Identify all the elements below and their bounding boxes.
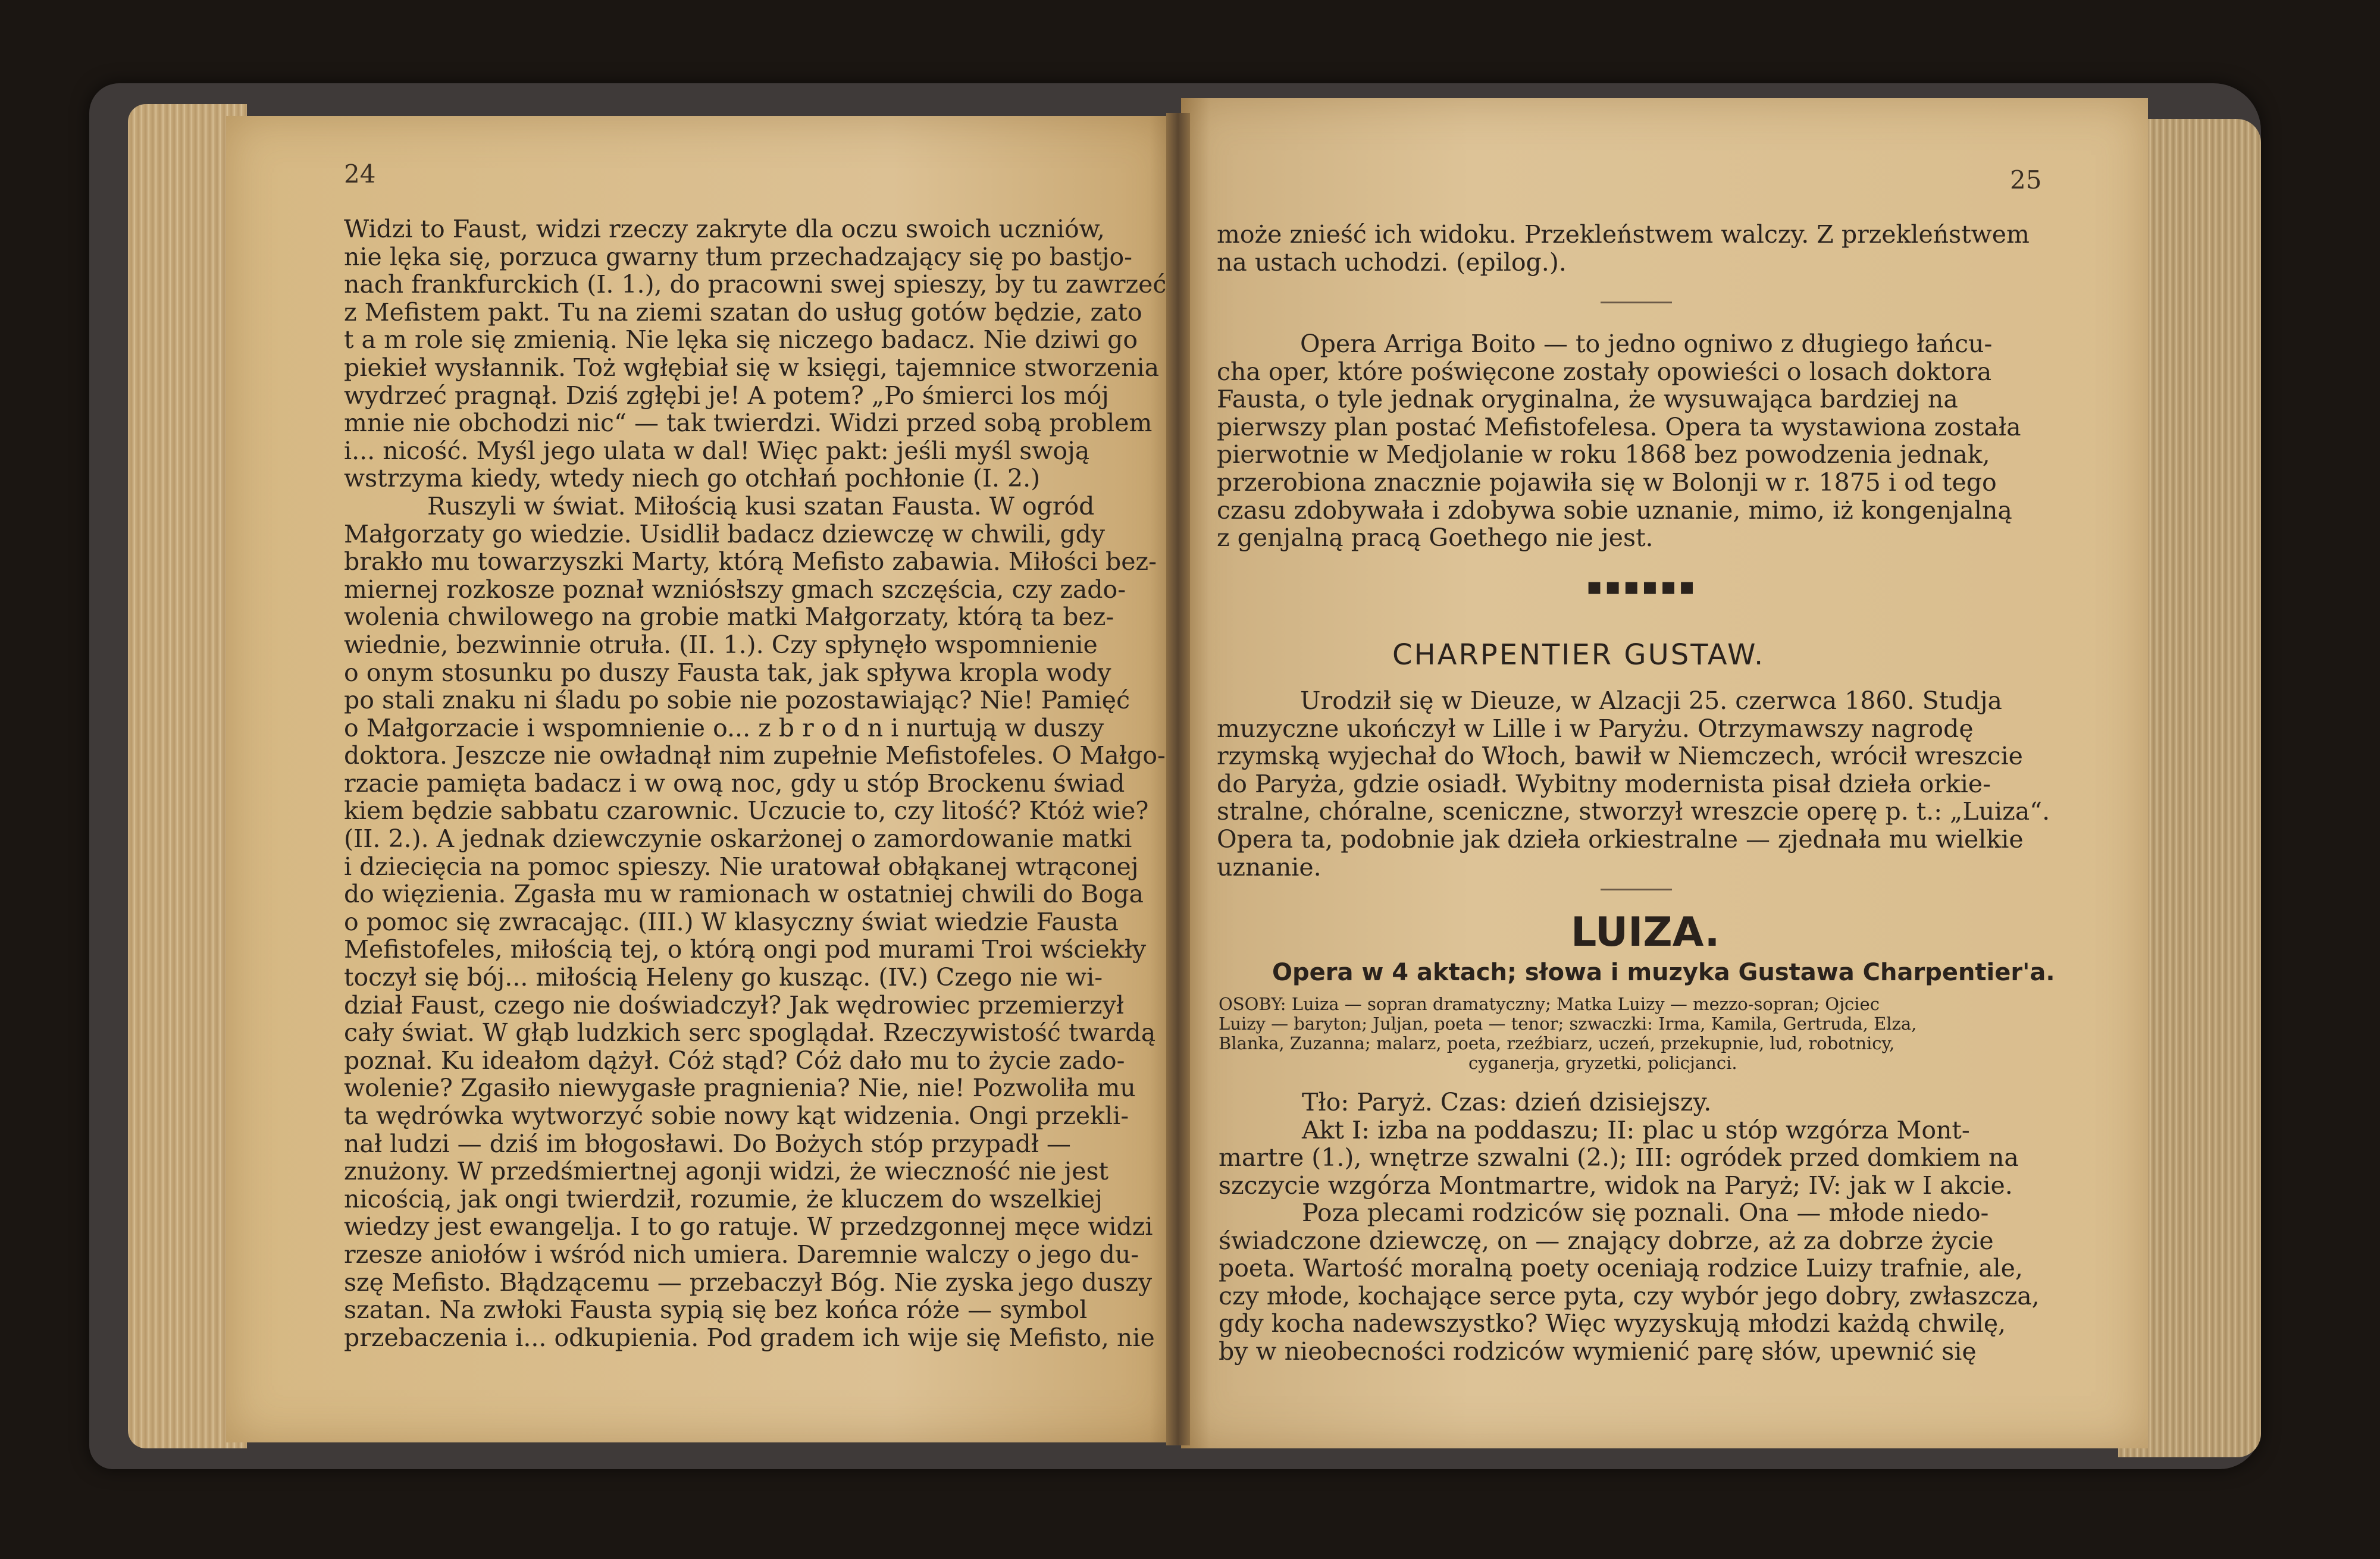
- right-intro-text: [1217, 221, 2038, 276]
- text-line: Małgorzaty go wiedzie. Usidlił badacz dziewczę w chwili, gdy: [344, 519, 1105, 548]
- text-line: nie lęka się, porzuca gwarny tłum przechadzający się po bastjo-: [344, 242, 1133, 271]
- text-line: o Małgorzacie i wspomnienie o... z b r o d n i nurtują w duszy: [344, 713, 1104, 742]
- text-line: świadczone dziewczę, on — znający dobrze, aż za dobrze życie: [1219, 1226, 1994, 1255]
- text-line: uznanie.: [1217, 852, 1321, 882]
- text-line: z Mefistem pakt. Tu na ziemi szatan do usług gotów będzie, zato: [344, 297, 1142, 327]
- text-line: wstrzyma kiedy, wtedy niech go otchłań pochłonie (I. 2.): [344, 464, 1041, 493]
- text-line: na ustach uchodzi. (epilog.).: [1217, 247, 1567, 277]
- divider-rule-2: [1601, 889, 1672, 890]
- text-line: brakło mu towarzyszki Marty, którą Mefisto zabawia. Miłości bez-: [344, 547, 1157, 576]
- text-line: Fausta, o tyle jednak oryginalna, że wysuwająca bardziej na: [1217, 385, 1958, 414]
- text-line: o onym stosunku po duszy Fausta tak, jak spływa kropla wody: [344, 658, 1111, 687]
- composer-bio: [1217, 686, 2050, 882]
- text-line: czasu zdobywała i zdobywa sobie uznanie, mimo, iż kongenjalną: [1217, 495, 2012, 525]
- setting-line: szczycie wzgórza Montmartre, widok na Paryż; IV: jak w I akcie.: [1219, 1171, 2013, 1200]
- text-line: Poza plecami rodziców się poznali. Ona — młode niedo-: [1302, 1199, 1989, 1227]
- text-line: miernej rozkosze poznał wzniósłszy gmach szczęścia, czy zado-: [344, 575, 1126, 604]
- text-line: rzacie pamięta badacz i w ową noc, gdy u stóp Brockenu świad: [344, 768, 1125, 798]
- text-line: Ruszyli w świat. Miłością kusi szatan Fausta. W ogród: [427, 491, 1095, 520]
- text-line: do więzienia. Zgasła mu w ramionach w ostatniej chwili do Boga: [344, 880, 1144, 909]
- text-line: doktora. Jeszcze nie owładnął nim zupełnie Mefistofeles. O Małgo-: [344, 741, 1166, 770]
- text-line: i dziecięcia na pomoc spieszy. Nie uratował obłąkanej wtrąconej: [344, 852, 1139, 881]
- text-line: muzyczne ukończył w Lille i w Paryżu. Otrzymawszy nagrodę: [1217, 714, 1974, 743]
- text-line: wydrzeć pragnął. Dziś zgłębi je! A potem? „Po śmierci los mój: [344, 381, 1109, 410]
- text-line: po stali znaku ni śladu po sobie nie pozostawiając? Nie! Pamięć: [344, 686, 1130, 715]
- cast-line: OSOBY: Luiza — sopran dramatyczny; Matka Luizy — mezzo-sopran; Ojciec: [1219, 994, 1880, 1014]
- text-line: przerobiona znacznie pojawiła się w Bolonji w r. 1875 i od tego: [1217, 468, 1997, 497]
- text-line: czy młode, kochające serce pyta, czy wybór jego dobry, zwłaszcza,: [1219, 1281, 2040, 1310]
- text-line: mnie nie obchodzi nic“ — tak twierdzi. Widzi przed sobą problem: [344, 409, 1153, 438]
- text-line: gdy kocha nadewszystko? Więc wyzyskują młodzi każdą chwilę,: [1219, 1309, 2006, 1338]
- setting-line: Tło: Paryż. Czas: dzień dzisiejszy.: [1302, 1088, 1712, 1116]
- text-line: (II. 2.). A jednak dziewczynie oskarżonej o zamordowanie matki: [344, 824, 1132, 854]
- setting-text: [1219, 1089, 2040, 1199]
- text-line: rzesze aniołów i wśród nich umiera. Daremnie walczy o jego du-: [344, 1240, 1139, 1269]
- text-line: nicością, jak ongi twierdził, rozumie, że kluczem do wszelkiej: [344, 1184, 1103, 1213]
- text-line: może znieść ich widoku. Przekleństwem walczy. Z przekleństwem: [1217, 220, 2030, 249]
- text-line: szatan. Na zwłoki Fausta sypią się bez końca róże — symbol: [344, 1295, 1088, 1325]
- text-line: Urodził się w Dieuze, w Alzacji 25. czerwca 1860. Studja: [1300, 686, 2002, 715]
- text-line: poeta. Wartość moralną poety oceniają rodzice Luizy trafnie, ale,: [1219, 1254, 2023, 1283]
- text-line: przebaczenia i... odkupienia. Pod gradem ich wije się Mefisto, nie: [344, 1323, 1155, 1352]
- text-line: nach frankfurckich (I. 1.), do pracowni swej spieszy, by tu zawrzeć: [344, 270, 1167, 299]
- text-line: cały świat. W głąb ludzkich serc spoglądał. Rzeczywistość twardą: [344, 1018, 1156, 1047]
- composer-heading: CHARPENTIER GUSTAW.: [1392, 638, 1765, 672]
- text-line: i... nicość. Myśl jego ulata w dal! Więc pakt: jeśli myśl swoją: [344, 436, 1090, 465]
- text-line: dział Faust, czego nie doświadczył? Jak wędrowiec przemierzył: [344, 990, 1125, 1020]
- text-line: Widzi to Faust, widzi rzeczy zakryte dla oczu swoich uczniów,: [344, 215, 1105, 243]
- page-number-right: 25: [2010, 165, 2042, 195]
- page-number-left: 24: [344, 159, 376, 189]
- text-line: nał ludzi — dziś im błogosławi. Do Bożych stóp przypadł —: [344, 1129, 1071, 1158]
- story-text: [1219, 1199, 2040, 1366]
- text-line: znużony. W przedśmiertnej agonji widzi, że wieczność nie jest: [344, 1157, 1109, 1186]
- text-line: Mefistofeles, miłością tej, o którą ongi pod murami Troi wściekły: [344, 935, 1147, 964]
- text-line: by w nieobecności rodziców wymienić parę słów, upewnić się: [1219, 1337, 1977, 1366]
- left-page-text: [344, 215, 1177, 1351]
- text-line: stralne, chóralne, sceniczne, stworzył wreszcie operę p. t.: „Luiza“.: [1217, 797, 2050, 826]
- text-line: pierwotnie w Medjolanie w roku 1868 bez powodzenia jednak,: [1217, 440, 1990, 469]
- text-line: toczył się bój... miłością Heleny go kusząc. (IV.) Czego nie wi-: [344, 963, 1103, 992]
- opera-subtitle: Opera w 4 aktach; słowa i muzyka Gustawa Charpentier'a.: [1272, 959, 2055, 986]
- text-line: piekieł wysłannik. Toż wgłębiał się w księgi, tajemnice stworzenia: [344, 353, 1160, 382]
- text-line: Opera ta, podobnie jak dzieła orkiestralne — zjednała mu wielkie: [1217, 824, 2024, 854]
- text-line: cha oper, które poświęcone zostały opowieści o losach doktora: [1217, 357, 1992, 386]
- text-line: ta wędrówka wytworzyć sobie nowy kąt widzenia. Ongi przekli-: [344, 1102, 1129, 1130]
- section-ornament: ▪▪▪▪▪▪: [1586, 573, 1698, 600]
- text-line: o pomoc się zwracając. (III.) W klasyczny świat wiedzie Fausta: [344, 907, 1119, 936]
- opera-title: LUIZA.: [1571, 909, 1720, 956]
- text-line: z genjalną pracą Goethego nie jest.: [1217, 523, 1654, 553]
- text-line: pierwszy plan postać Mefistofelesa. Opera ta wystawiona została: [1217, 412, 2021, 441]
- text-line: wiedzy jest ewangelja. I to go ratuje. W przedzgonnej męce widzi: [344, 1212, 1153, 1241]
- text-line: szę Mefisto. Błądzącemu — przebaczył Bóg. Nie zyska jego duszy: [344, 1268, 1153, 1297]
- divider-rule: [1601, 302, 1672, 303]
- text-line: wiednie, bezwinnie otruła. (II. 1.). Czy spłynęło wspomnienie: [344, 630, 1098, 659]
- text-line: Opera Arriga Boito — to jedno ogniwo z długiego łańcu-: [1300, 330, 1993, 358]
- boito-paragraph: [1217, 330, 2038, 552]
- text-line: wolenie? Zgasiło niewygasłe pragnienia? Nie, nie! Pozwoliła mu: [344, 1074, 1136, 1103]
- text-line: t a m role się zmienią. Nie lęka się niczego badacz. Nie dziwi go: [344, 325, 1138, 355]
- text-line: wolenia chwilowego na grobie matki Małgorzaty, którą ta bez-: [344, 603, 1114, 632]
- text-line: do Paryża, gdzie osiadł. Wybitny modernista pisał dzieła orkie-: [1217, 769, 1991, 798]
- cast-line: Blanka, Zuzanna; malarz, poeta, rzeźbiarz, uczeń, przekupnie, lud, robotnicy,: [1219, 1033, 1895, 1053]
- text-line: poznał. Ku ideałom dążył. Cóż stąd? Cóż dało mu to życie zado-: [344, 1046, 1125, 1075]
- cast-list: [1219, 995, 2046, 1073]
- text-line: kiem będzie sabbatu czarownic. Uczucie to, czy litość? Któż wie?: [344, 796, 1149, 826]
- setting-line: Akt I: izba na poddaszu; II: plac u stóp wzgórza Mont-: [1302, 1115, 1970, 1144]
- cast-line: cyganerja, gryzetki, policjanci.: [1468, 1053, 1737, 1073]
- setting-line: martre (1.), wnętrze szwalni (2.); III: ogródek przed domkiem na: [1219, 1143, 2019, 1172]
- cast-line: Luizy — baryton; Juljan, poeta — tenor; szwaczki: Irma, Kamila, Gertruda, Elza,: [1219, 1014, 1917, 1034]
- text-line: rzymską wyjechał do Włoch, bawił w Niemczech, wrócił wreszcie: [1217, 742, 2023, 771]
